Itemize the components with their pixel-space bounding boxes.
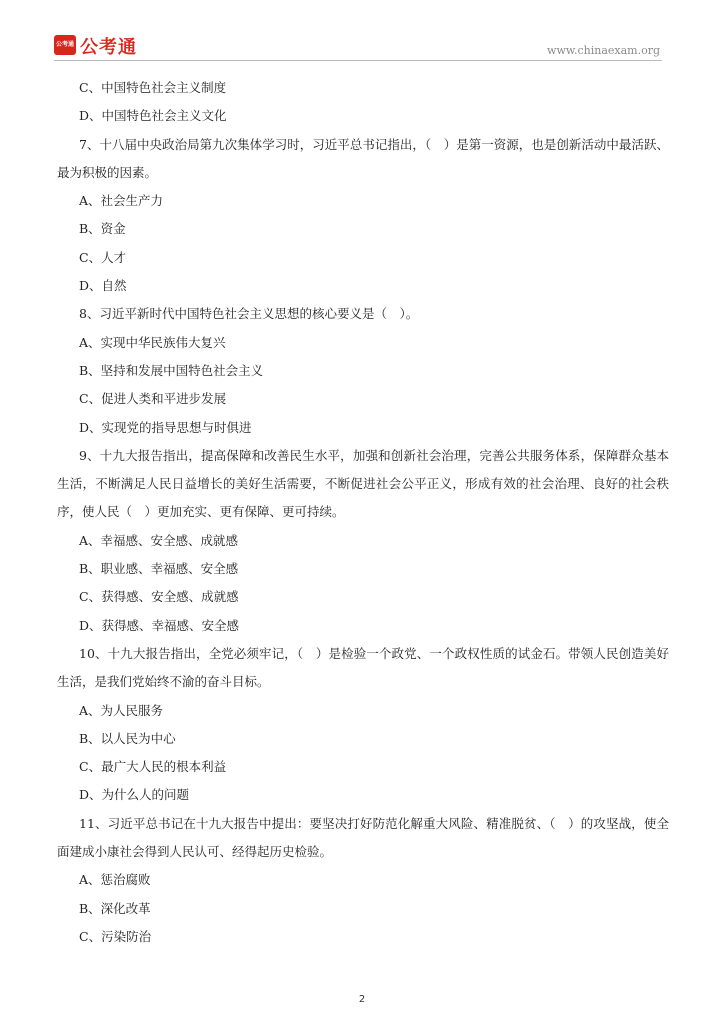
answer-option: B、职业感、幸福感、安全感: [79, 561, 239, 577]
page-header: [0, 0, 724, 62]
header-divider: [54, 60, 662, 61]
answer-option: A、为人民服务: [79, 702, 164, 718]
answer-option: C、最广大人民的根本利益: [79, 759, 227, 775]
answer-option: C、污染防治: [79, 928, 152, 944]
answer-option: B、坚持和发展中国特色社会主义: [79, 362, 264, 378]
question-text: 8、习近平新时代中国特色社会主义思想的核心要义是（ ）。: [79, 306, 419, 322]
question-text: 7、十八届中央政治局第九次集体学习时，习近平总书记指出，（ ）是第一资源，也是创新活动中最活跃、最为积极的因素。: [57, 136, 669, 180]
answer-option: C、人才: [79, 249, 127, 265]
answer-option: C、获得感、安全感、成就感: [79, 589, 239, 605]
document-body: [57, 74, 669, 951]
answer-option: D、获得感、幸福感、安全感: [79, 617, 240, 633]
question-text: 9、十九大报告指出，提高保障和改善民生水平，加强和创新社会治理，完善公共服务体系，保障群众基本生活，不断满足人民日益增长的美好生活需要，不断促进社会公平正义，形成有效的社会治理、良好的社会秩序，使人民（ ）更加充实、更有保障、更可持续。: [57, 447, 669, 520]
question-text: 11、习近平总书记在十九大报告中提出：要坚决打好防范化解重大风险、精准脱贫、（ ）的攻坚战，使全面建成小康社会得到人民认可、经得起历史检验。: [57, 815, 669, 860]
answer-option: A、幸福感、安全感、成就感: [79, 532, 239, 548]
answer-option: A、实现中华民族伟大复兴: [79, 334, 226, 350]
answer-option: C、促进人类和平进步发展: [79, 391, 227, 407]
logo-icon: 公考通: [54, 35, 76, 55]
answer-option: B、深化改革: [79, 900, 151, 916]
answer-option: D、为什么人的问题: [79, 787, 190, 803]
answer-option: B、以人民为中心: [79, 730, 176, 746]
answer-option: A、惩治腐败: [79, 872, 151, 888]
answer-option: C、中国特色社会主义制度: [79, 80, 227, 95]
answer-option: A、社会生产力: [79, 193, 164, 209]
page-number: 2: [358, 994, 366, 1005]
site-url: www.chinaexam.org: [547, 44, 660, 57]
logo-text: 公考通: [80, 37, 137, 58]
answer-option: B、资金: [79, 221, 126, 237]
answer-option: D、实现党的指导思想与时俱进: [79, 419, 252, 435]
question-text: 10、十九大报告指出，全党必须牢记，（ ）是检验一个政党、一个政权性质的试金石。带领人民创造美好生活，是我们党始终不渝的奋斗目标。: [57, 645, 669, 690]
answer-option: D、自然: [79, 278, 127, 294]
answer-option: D、中国特色社会主义文化: [79, 108, 227, 124]
